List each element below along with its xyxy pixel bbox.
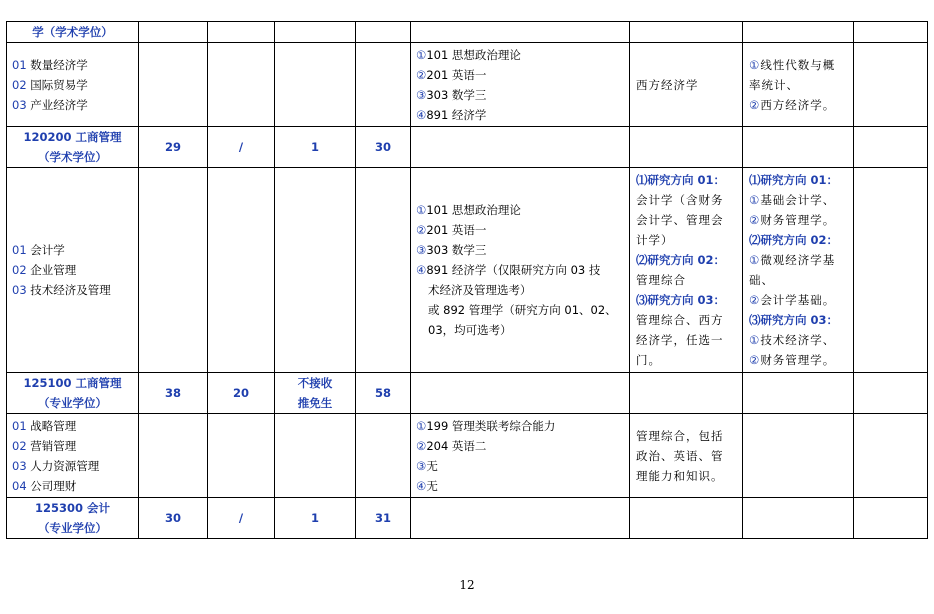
total-quota: 30 xyxy=(139,498,208,539)
additional-tests: ⑴研究方向 01： ①基础会计学、 ②财务管理学。 ⑵研究方向 02： ①微观经济学基 础、 ②会计学基础。 ⑶研究方向 03： ①技术经济学、 ②财务管理学。 xyxy=(743,168,854,373)
total-quota: 29 xyxy=(139,127,208,168)
program-cell: 125100 工商管理 （专业学位） xyxy=(7,373,139,414)
col3-value: 1 xyxy=(275,127,356,168)
retest-subjects: 管理综合，包括 政治、英语、管 理能力和知识。 xyxy=(630,414,743,498)
program-cell: 120200 工商管理 （学术学位） xyxy=(7,127,139,168)
program-cell: 学（学术学位） xyxy=(7,22,139,43)
col4-value: 31 xyxy=(356,498,411,539)
table-row xyxy=(7,373,928,414)
research-directions: 01 会计学 02 企业管理 03 技术经济及管理 xyxy=(7,168,139,373)
table-row xyxy=(7,127,928,168)
direction-text: 数量经济学 xyxy=(30,57,88,72)
program-cell: 125300 会计 （专业学位） xyxy=(7,498,139,539)
exam-subjects: ①101 思想政治理论 ②201 英语一 ③303 数学三 ④891 经济学（仅限研究方向 03 技 术经济及管理选考） 或 892 管理学（研究方向 01、02、 03，均可选考） xyxy=(411,168,630,373)
col3-value: 1 xyxy=(275,498,356,539)
research-directions: 01 战略管理 02 营销管理 03 人力资源管理 04 公司理财 xyxy=(7,414,139,498)
table-row xyxy=(7,22,928,43)
research-directions: 01 数量经济学 02 国际贸易学 03 产业经济学 xyxy=(7,43,139,127)
table-row xyxy=(7,414,928,498)
exam-subjects: ①101 思想政治理论 ②201 英语一 ③303 数学三 ④891 经济学 xyxy=(411,43,630,127)
table-row xyxy=(7,168,928,373)
admissions-table xyxy=(6,21,928,539)
exempt-quota: / xyxy=(208,498,275,539)
col3-value: 不接收 推免生 xyxy=(275,373,356,414)
page-number: 12 xyxy=(459,578,475,592)
table-row xyxy=(7,498,928,539)
exempt-quota: / xyxy=(208,127,275,168)
col4-value: 58 xyxy=(356,373,411,414)
exempt-quota: 20 xyxy=(208,373,275,414)
retest-subjects: 西方经济学 xyxy=(630,43,743,127)
table-row xyxy=(7,43,928,127)
additional-tests: ①线性代数与概 率统计、 ②西方经济学。 xyxy=(743,43,854,127)
total-quota: 38 xyxy=(139,373,208,414)
exam-subjects: ①199 管理类联考综合能力 ②204 英语二 ③无 ④无 xyxy=(411,414,630,498)
col4-value: 30 xyxy=(356,127,411,168)
retest-subjects: ⑴研究方向 01： 会计学（含财务 会计学、管理会 计学） ⑵研究方向 02： 管理综合 ⑶研究方向 03： 管理综合、西方 经济学，任选一 门。 xyxy=(630,168,743,373)
